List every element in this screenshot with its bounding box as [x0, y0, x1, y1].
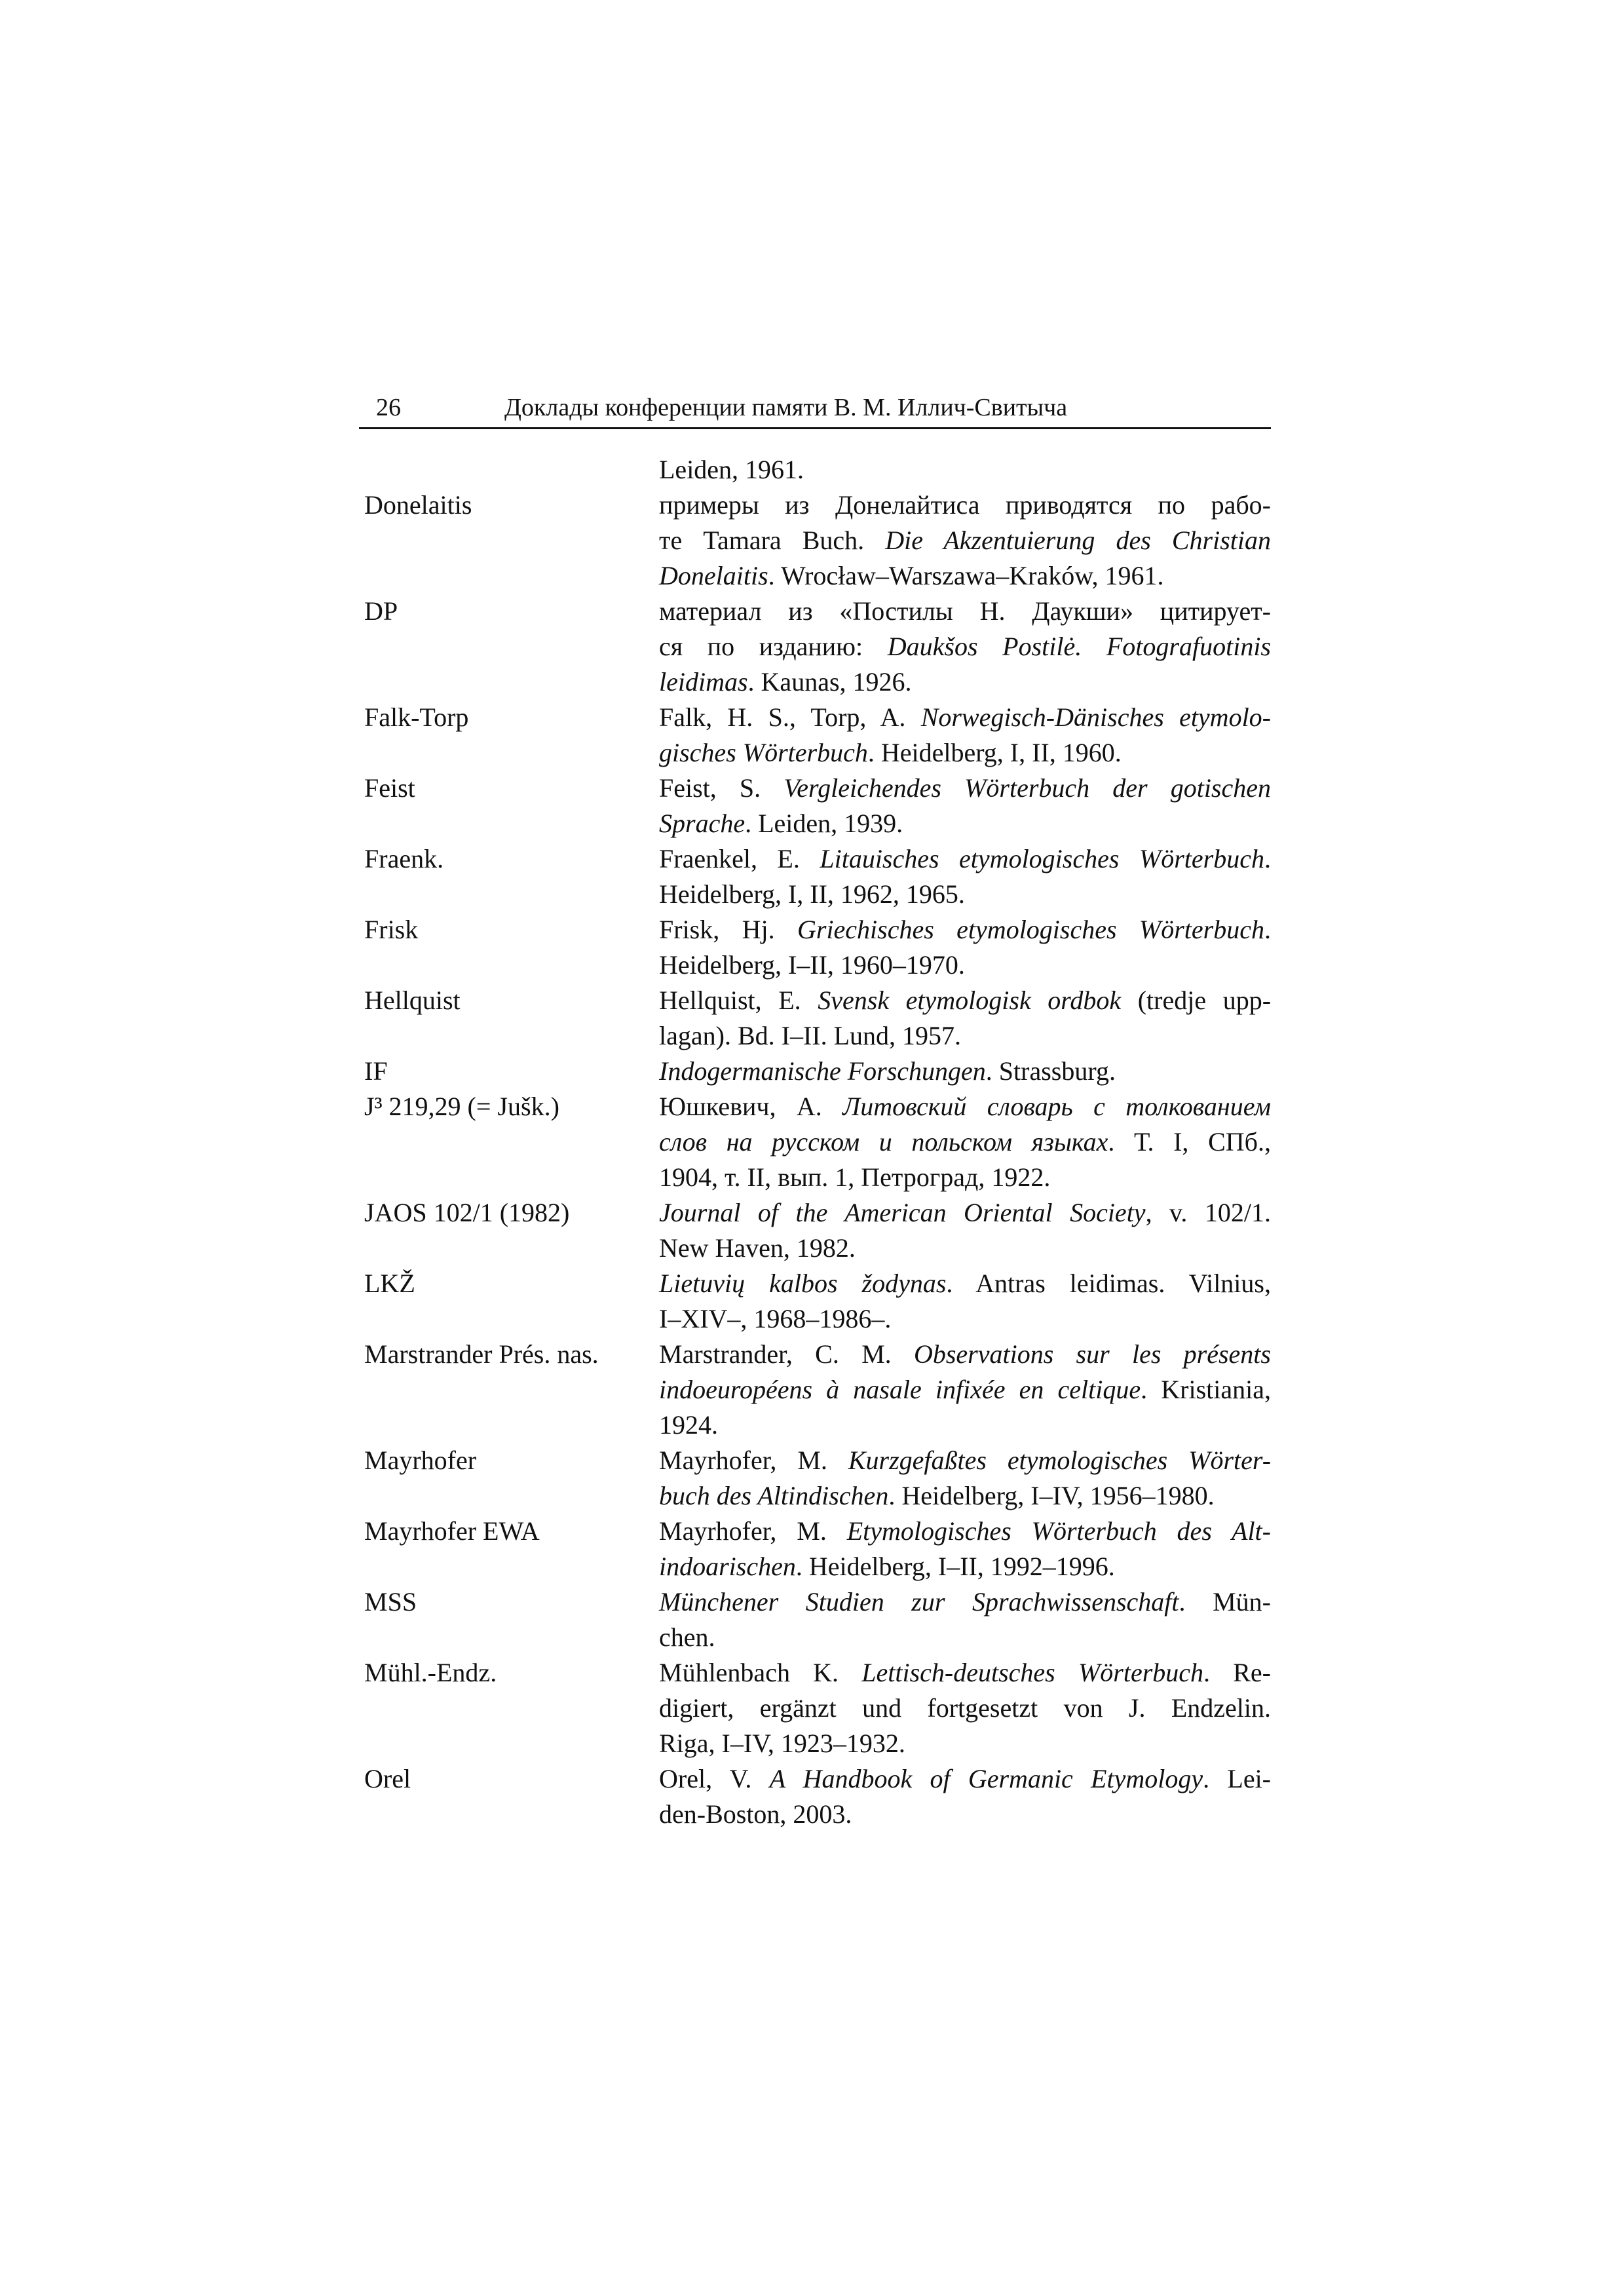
abbreviation-entry: [364, 771, 1271, 841]
description-line: Heidelberg, I–II, 1960–1970.: [659, 950, 965, 980]
abbreviation-entry: [364, 700, 1271, 771]
abbreviation-term: JAOS 102/1 (1982): [364, 1198, 570, 1227]
description-line: Journal of the American Oriental Society, v. 102/1.: [659, 1198, 1272, 1227]
abbreviation-entry: [364, 1337, 1271, 1443]
description-line: chen.: [659, 1622, 715, 1652]
abbreviation-term: Fraenk.: [364, 844, 444, 873]
italic-title: Indogermanische Forschungen: [659, 1056, 986, 1086]
abbreviation-entry: [364, 452, 1271, 488]
description-line: 1924.: [659, 1410, 718, 1440]
italic-title: indoarischen: [659, 1552, 796, 1581]
abbreviation-description: [659, 1514, 1271, 1584]
description-line: Mühlenbach K. Lettisch-deutsches Wörterbuch. Re-: [659, 1658, 1271, 1687]
description-line: Leiden, 1961.: [659, 455, 804, 484]
description-line: Sprache. Leiden, 1939.: [659, 809, 903, 838]
italic-title: Münchener Studien zur Sprachwissenschaft: [659, 1587, 1179, 1617]
abbreviation-description: [659, 912, 1271, 983]
italic-title: buch des Altindischen: [659, 1481, 889, 1510]
abbreviation-description: [659, 983, 1271, 1054]
abbreviation-term: Frisk: [364, 915, 419, 944]
description-line: gisches Wörterbuch. Heidelberg, I, II, 1960.: [659, 738, 1122, 767]
description-line: Münchener Studien zur Sprachwissenschaft. Mün-: [659, 1587, 1271, 1617]
abbreviation-description: [659, 1337, 1271, 1443]
description-line: Riga, I–IV, 1923–1932.: [659, 1729, 905, 1758]
abbreviation-entry: [364, 912, 1271, 983]
description-line: I–XIV–, 1968–1986–.: [659, 1304, 892, 1333]
abbreviation-description: [659, 488, 1271, 594]
description-line: leidimas. Kaunas, 1926.: [659, 667, 912, 697]
abbreviation-term: Mühl.-Endz.: [364, 1658, 497, 1687]
abbreviation-term: J³ 219,29 (= Jušk.): [364, 1092, 559, 1121]
italic-title: Journal of the American Oriental Society: [659, 1198, 1146, 1227]
page-number: 26: [376, 394, 401, 421]
description-line: ся по изданию: Daukšos Postilė. Fotografuotinis: [659, 632, 1271, 661]
description-line: digiert, ergänzt und fortgesetzt von J. Endzelin.: [659, 1693, 1271, 1723]
abbreviation-entry: [364, 1195, 1271, 1266]
abbreviation-description: [659, 1195, 1271, 1266]
description-line: Indogermanische Forschungen. Strassburg.: [659, 1056, 1116, 1086]
abbreviation-entry: [364, 1514, 1271, 1584]
description-line: Mayrhofer, M. Etymologisches Wörterbuch des Alt-: [659, 1516, 1271, 1546]
italic-title: Sprache: [659, 809, 746, 838]
description-line: те Tamara Buch. Die Akzentuierung des Christian: [659, 526, 1271, 555]
abbreviation-entry: [364, 983, 1271, 1054]
italic-title: Литовский словарь с толкованием: [842, 1092, 1271, 1121]
abbreviation-description: [659, 1761, 1271, 1832]
abbreviation-term: MSS: [364, 1587, 417, 1617]
abbreviation-term: DP: [364, 596, 398, 626]
abbreviation-entry: [364, 1266, 1271, 1337]
description-line: Mayrhofer, M. Kurzgefaßtes etymologisches Wörter-: [659, 1445, 1272, 1475]
abbreviation-entry: [364, 1584, 1271, 1655]
description-line: Hellquist, E. Svensk etymologisk ordbok (tredje upp-: [659, 985, 1272, 1015]
abbreviation-entry: [364, 488, 1271, 594]
description-line: примеры из Донелайтиса приводятся по рабо-: [659, 490, 1271, 520]
description-line: Lietuvių kalbos žodynas. Antras leidimas. Vilnius,: [659, 1269, 1271, 1298]
abbreviation-entry: [364, 594, 1271, 700]
abbreviation-description: [659, 700, 1271, 771]
italic-title: Litauisches etymologisches Wörterbuch: [820, 844, 1264, 873]
italic-title: слов на русском и польском языках: [659, 1127, 1108, 1157]
description-line: Feist, S. Vergleichendes Wörterbuch der gotischen: [659, 773, 1272, 803]
description-line: Frisk, Hj. Griechisches etymologisches Wörterbuch.: [659, 915, 1271, 944]
description-line: Orel, V. A Handbook of Germanic Etymology. Lei-: [659, 1764, 1272, 1793]
italic-title: Svensk etymologisk ordbok: [818, 985, 1122, 1015]
abbreviation-entry: [364, 1655, 1271, 1761]
abbreviation-description: [659, 452, 1271, 488]
description-line: Юшкевич, А. Литовский словарь с толкованием: [659, 1092, 1271, 1121]
abbreviation-term: Orel: [364, 1764, 411, 1793]
description-line: New Haven, 1982.: [659, 1233, 856, 1263]
italic-title: Lietuvių kalbos žodynas: [659, 1269, 947, 1298]
italic-title: Donelaitis: [659, 561, 768, 590]
description-line: Donelaitis. Wrocław–Warszawa–Kraków, 1961.: [659, 561, 1164, 590]
abbreviation-description: [659, 1655, 1271, 1761]
description-line: Falk, H. S., Torp, A. Norwegisch-Dänisches etymolo-: [659, 702, 1272, 732]
abbreviation-term: LKŽ: [364, 1269, 415, 1298]
description-line: материал из «Постилы Н. Даукши» цитирует-: [659, 596, 1271, 626]
abbreviation-entry: [364, 1054, 1271, 1089]
italic-title: leidimas: [659, 667, 748, 697]
abbreviation-list: [364, 452, 1271, 1832]
italic-title: gisches Wörterbuch: [659, 738, 868, 767]
page-header: [359, 388, 1271, 429]
description-line: buch des Altindischen. Heidelberg, I–IV, 1956–1980.: [659, 1481, 1215, 1510]
abbreviation-term: IF: [364, 1056, 388, 1086]
abbreviation-term: Hellquist: [364, 985, 461, 1015]
abbreviation-description: [659, 1054, 1271, 1089]
italic-title: Observations sur les présents: [913, 1339, 1271, 1369]
abbreviation-entry: [364, 841, 1271, 912]
abbreviation-description: [659, 594, 1271, 700]
abbreviation-term: Mayrhofer EWA: [364, 1516, 540, 1546]
description-line: Fraenkel, E. Litauisches etymologisches Wörterbuch.: [659, 844, 1271, 873]
abbreviation-description: [659, 1443, 1271, 1514]
description-line: den-Boston, 2003.: [659, 1799, 852, 1829]
abbreviation-term: Donelaitis: [364, 490, 472, 520]
description-line: indoarischen. Heidelberg, I–II, 1992–1996.: [659, 1552, 1115, 1581]
italic-title: Kurzgefaßtes etymologisches Wörter-: [848, 1445, 1272, 1475]
italic-title: A Handbook of Germanic Etymology: [769, 1764, 1203, 1793]
abbreviation-description: [659, 1089, 1271, 1195]
italic-title: Etymologisches Wörterbuch des Alt-: [846, 1516, 1271, 1546]
italic-title: Daukšos Postilė. Fotografuotinis: [887, 632, 1271, 661]
abbreviation-entry: [364, 1089, 1271, 1195]
abbreviation-entry: [364, 1443, 1271, 1514]
italic-title: Griechisches etymologisches Wörterbuch: [797, 915, 1264, 944]
abbreviation-entry: [364, 1761, 1271, 1832]
abbreviation-description: [659, 1584, 1271, 1655]
description-line: Marstrander, C. M. Observations sur les présents: [659, 1339, 1271, 1369]
italic-title: Lettisch-deutsches Wörterbuch: [861, 1658, 1204, 1687]
italic-title: indoeuropéens à nasale infixée en celtique: [659, 1375, 1141, 1404]
abbreviation-description: [659, 771, 1271, 841]
abbreviation-term: Falk-Torp: [364, 702, 469, 732]
description-line: lagan). Bd. I–II. Lund, 1957.: [659, 1021, 962, 1050]
abbreviation-description: [659, 841, 1271, 912]
description-line: indoeuropéens à nasale infixée en celtique. Kristiania,: [659, 1375, 1271, 1404]
description-line: слов на русском и польском языках. Т. I, СПб.,: [659, 1127, 1271, 1157]
abbreviation-term: Mayrhofer: [364, 1445, 477, 1475]
italic-title: Norwegisch-Dänisches etymolo-: [920, 702, 1272, 732]
abbreviation-term: Marstrander Prés. nas.: [364, 1339, 599, 1369]
description-line: 1904, т. II, вып. 1, Петроград, 1922.: [659, 1162, 1051, 1192]
abbreviation-description: [659, 1266, 1271, 1337]
running-title: Доклады конференции памяти В. М. Иллич-Свитыча: [504, 394, 1068, 421]
italic-title: Die Akzentuierung des Christian: [885, 526, 1271, 555]
description-line: Heidelberg, I, II, 1962, 1965.: [659, 879, 965, 909]
abbreviation-term: Feist: [364, 773, 415, 803]
italic-title: Vergleichendes Wörterbuch der gotischen: [784, 773, 1272, 803]
